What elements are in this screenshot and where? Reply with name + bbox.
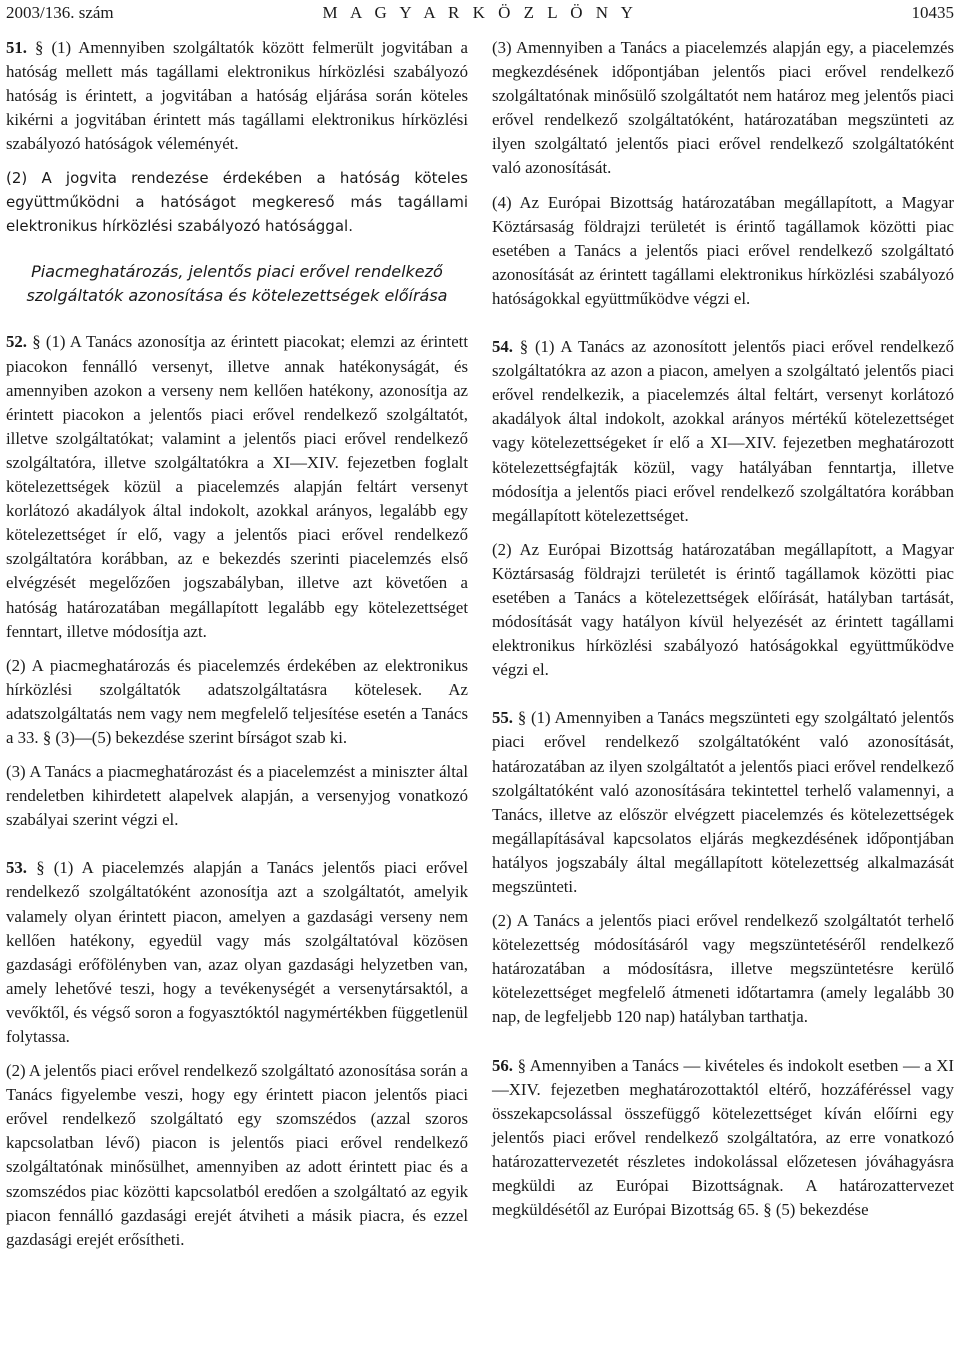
section-53-paragraph-4: (4) Az Európai Bizottság határozatában megállapított, a Magyar Köztársaság földrajzi területét is érintő tagállamok közötti piac esetében a Tanács a jelentős piaci erővel rendelkező szolgáltató azonosítását az érintett tagállami elektronikus hírközlési szabályozó hatóságokkal együttműködve végzi el.	[492, 192, 954, 308]
publication-title: M A G Y A R K Ö Z L Ö N Y	[322, 3, 638, 22]
section-53-paragraph-3: (3) Amennyiben a Tanács a piacelemzés alapján egy, a piacelemzés megkezdésének időpontjában jelentős piaci erővel rendelkező szolgáltatónak minősülő szolgáltatót nem határoz meg jelentős piaci erővel rendelkező szolgáltatóként, határozatában megszünteti az ilyen szolgáltató jelentős piaci erővel rendelkező szolgáltatóként való azonosítását.	[492, 38, 954, 178]
section-52-paragraph-3: (3) A Tanács a piacmeghatározást és a piacelemzést a miniszter által rendeletben kihirdetett alapelvek alapján, a versenyjog vonatkozó szabályai szerint végzi el.	[6, 762, 468, 830]
paragraph-text: § (1) A Tanács azonosítja az érintett piacokat; elemzi az érintett piacokon fennálló versenyt, illetve annak hatékonyságát, és amennyiben azokon a verseny nem kellően hatékony, azonosítja az érintett piacokon a jelentős piaci erővel rendelkező szolgáltatót, illetve szolgáltatókat; valamint a jelentős piaci erővel rendelkező szolgáltatóra, illetve szolgáltatókra a XI—XIV. fejezetben foglalt kötelezettségek közül a piacelemzés alapján feltárt versenyt korlátozó akadályok által indokolt, azokkal arányos, legalább egy kötelezettséget ír elő, vagy a jelentős piaci erővel rendelkező szolgáltatóra korábban, az e bekezdés szerinti piacelemzés első elvégzését megelőzően jogszabályban, illetve azt követően a hatóság határozatában megállapított legalább egy kötelezettséget fenntart, illetve módosítja azt.	[6, 332, 468, 641]
section-52-paragraph-2: (2) A piacmeghatározás és piacelemzés érdekében az elektronikus hírközlési szolgáltatók adatszolgáltatásra kötelesek. Az adatszolgáltatás nem vagy nem megfelelő teljesítése esetén a Tanács a 33. § (3)—(5) bekezdése szerint bírságot szab ki.	[6, 655, 468, 747]
paragraph-text: § (1) Amennyiben a Tanács megszünteti egy szolgáltató jelentős piaci erővel rendelkező szolgáltatóként való azonosítását, határozatában az ilyen szolgáltatót a jelentős piaci erővel rendelkező szolgáltatóként való azonosítására tekintettel terhelő valamennyi, a Tanács, illetve az először elvégzett piacelemzés és kötelezettségek megállapításával kapcsolatos eljárás megkezdésének időpontjában hatályos jogszabály által megállapított kötelezettség alkalmazását megszünteti.	[492, 708, 954, 896]
section-51-paragraph-2: (2) A jogvita rendezése érdekében a hatóság köteles együttműködni a hatóságot megkereső más tagállami elektronikus hírközlési szabályozó hatósággal.	[6, 169, 468, 236]
section-55-paragraph-1	[492, 706, 954, 899]
section-54-paragraph-1	[492, 335, 954, 528]
paragraph-text: § (1) A piacelemzés alapján a Tanács jelentős piaci erővel rendelkező szolgáltatóként azonosítja azt a szolgáltatót, amelyik valamely olyan érintett piacon, amelyen a gazdasági verseny nem kellően hatékony, egyedül vagy más szolgáltatóval közösen gazdasági erőfölényben van, azaz olyan gazdasági helyzetben van, amely lehetővé teszi, hogy a tevékenységét a versenytársaktól, a vevőktől, és végső soron a fogyasztóktól nagymértékben függetlenül folytassa.	[6, 858, 468, 1046]
issue-number: 2003/136. szám	[6, 3, 114, 22]
section-52-paragraph-1	[6, 330, 468, 643]
section-number: 56.	[492, 1055, 513, 1075]
section-number: 53.	[6, 858, 27, 878]
section-51-paragraph-1	[6, 36, 468, 156]
left-column	[6, 36, 468, 1252]
section-55-paragraph-2: (2) A Tanács a jelentős piaci erővel rendelkező szolgáltatót terhelő kötelezettség módosításáról vagy megszüntetéséről rendelkező határozatában a módosításra, illetve megszüntetésre kerülő kötelezettséget megfelelő átmeneti időtartamra (amely legalább 30 nap, de legfeljebb 120 nap) hatályban tarthatja.	[492, 911, 954, 1027]
paragraph-text: § (1) Amennyiben szolgáltatók között felmerült jogvitában a hatóság mellett más tagállami elektronikus hírközlési szabályozó hatóság is érintett, a jogvitában a hatóság eljárása során köteles kikérni a jogvitában érintett más tagállami elektronikus hírközlési szabályozó hatóságok véleményét.	[6, 38, 468, 154]
section-number: 52.	[6, 332, 27, 352]
paragraph-text: § (1) A Tanács az azonosított jelentős piaci erővel rendelkező szolgáltatókra az azon a piacon, amelyen a szolgáltató jelentős piaci erővel rendelkezik, a piacelemzés által feltárt, versenyt korlátozó akadályok által indokolt, azokkal arányos mértékű kötelezettséget vagy kötelezettségeket ír elő a XI—XIV. fejezetben meghatározott kötelezettségfajták közül, vagy hatályában fenntartja, illetve módosítja a jelentős piaci erővel rendelkező szolgáltatóra korábban megállapított kötelezettséget.	[492, 337, 954, 525]
section-54-paragraph-2: (2) Az Európai Bizottság határozatában megállapított, a Magyar Köztársaság földrajzi területét is érintő tagállamok közötti piac esetében a Tanács a kötelezettségek előírását, hatályban tartását, módosítását vagy hatályon kívül helyezését az érintett tagállami elektronikus hírközlési szabályozó hatóságokkal együttműködve végzi el.	[492, 539, 954, 680]
page-header	[6, 3, 954, 27]
section-53-paragraph-1	[6, 856, 468, 1049]
paragraph-text: § Amennyiben a Tanács — kivételes és indokolt esetben — a XI—XIV. fejezetben meghatározottaktól eltérő, hozzáféréssel vagy összekapcsolással összefüggő kötelezettséget kíván előírni egy jelentős piaci erővel rendelkező szolgáltatóra, az erre vonatkozó határozattervezetét részletes indokolással előzetesen jóváhagyásra megküldi az Európai Bizottságnak. A határozattervezet megküldésétől az Európai Bizottság 65. § (5) bekezdése	[492, 1055, 955, 1220]
section-56-paragraph	[492, 1054, 954, 1223]
section-number: 51.	[6, 38, 27, 57]
right-column	[492, 36, 954, 1222]
page-number: 10435	[911, 3, 954, 22]
section-53-paragraph-2: (2) A jelentős piaci erővel rendelkező szolgáltató azonosítása során a Tanács figyelembe veszi, hogy egy érintett piacon jelentős piaci erővel rendelkező szolgáltató egy szomszédos (azzal szoros kapcsolatban lévő) piacon is jelentős piaci erővel rendelkező szolgáltatónak minősülhet, amennyiben az adott érintett piac és a szomszédos piac közötti kapcsolatból eredően a szolgáltató az egyik piacon fennálló gazdasági erejét átviheti a másik piacra, és ezzel gazdasági erejét erősítheti.	[6, 1061, 468, 1249]
section-number: 55.	[492, 708, 513, 728]
section-heading: Piacmeghatározás, jelentős piaci erővel rendelkező szolgáltatók azonosítása és kötelezettségek előírása	[26, 262, 448, 306]
section-number: 54.	[492, 337, 513, 357]
